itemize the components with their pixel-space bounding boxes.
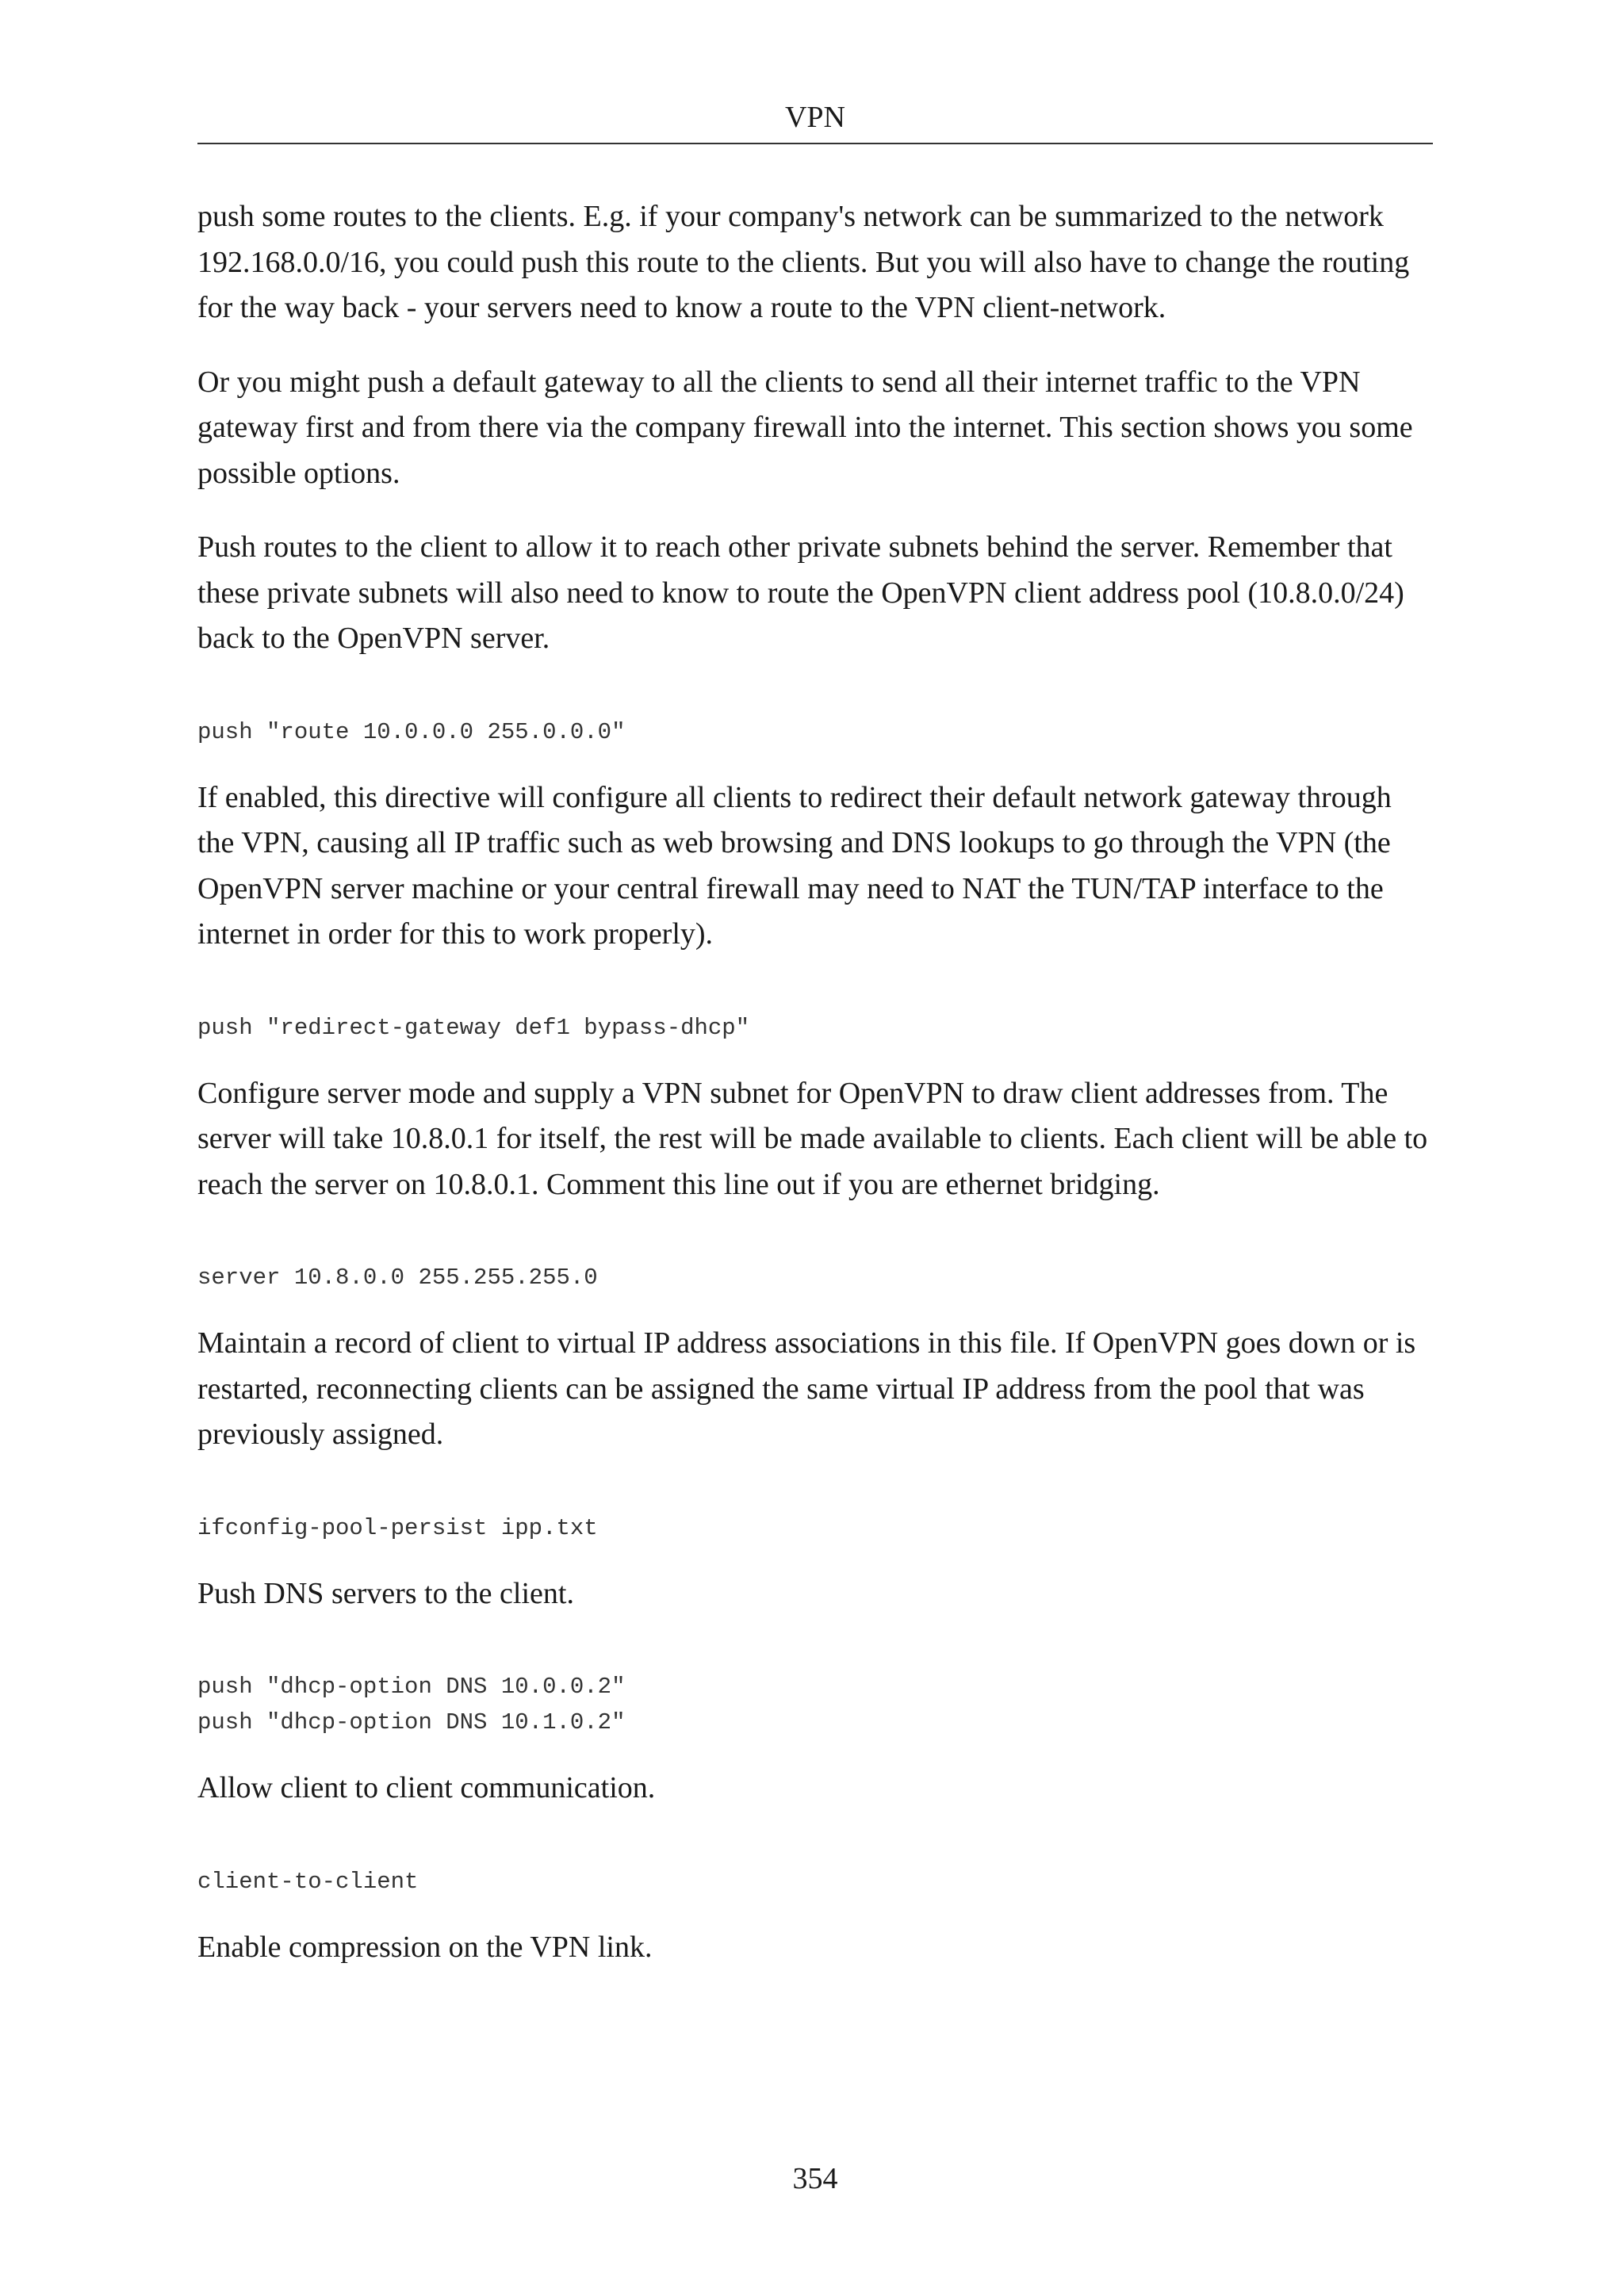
- code-server: [197, 1260, 1433, 1295]
- paragraph-server-mode: Configure server mode and supply a VPN subnet for OpenVPN to draw client addresses from. The server will take 10.8.0.1 for itself, the rest will be made available to clients. Each client will be able to reach the server on 10.8.0.1. Comment this line out if you are ethernet bridging.: [197, 1076, 1428, 1201]
- code-ifconfig-pool-persist: [197, 1510, 1433, 1546]
- header-rule: [197, 143, 1433, 144]
- code-line: ifconfig-pool-persist ipp.txt: [197, 1514, 598, 1541]
- paragraph-default-gateway: Or you might push a default gateway to all the clients to send all their internet traffic to the VPN gateway first and from there via the company firewall into the internet. This section shows you some possible options.: [197, 365, 1413, 490]
- paragraph-client-to-client: Allow client to client communication.: [197, 1771, 656, 1804]
- code-push-route: [197, 714, 1433, 750]
- paragraph-routes: push some routes to the clients. E.g. if your company's network can be summarized to the network 192.168.0.0/16, you could push this route to the clients. But you will also have to change the routing for the way back - your servers need to know a route to the VPN client-network.: [197, 200, 1410, 324]
- code-line: client-to-client: [197, 1868, 419, 1895]
- paragraph-dns: Push DNS servers to the client.: [197, 1576, 574, 1610]
- code-line: push "dhcp-option DNS 10.1.0.2": [197, 1709, 626, 1735]
- code-line: push "redirect-gateway def1 bypass-dhcp": [197, 1014, 750, 1041]
- paragraph-pool-persist: Maintain a record of client to virtual IP address associations in this file. If OpenVPN goes down or is restarted, reconnecting clients can be assigned the same virtual IP address from the pool that was previously assigned.: [197, 1326, 1416, 1451]
- code-redirect-gateway: [197, 1010, 1433, 1046]
- code-line: push "dhcp-option DNS 10.0.0.2": [197, 1674, 626, 1700]
- paragraph-redirect-gateway: If enabled, this directive will configure all clients to redirect their default network gateway through the VPN, causing all IP traffic such as web browsing and DNS lookups to go through the VPN (the OpenVPN server machine or your central firewall may need to NAT the TUN/TAP interface to the internet in order for this to work properly).: [197, 780, 1392, 951]
- page-number: 354: [792, 2162, 838, 2195]
- paragraph-compression: Enable compression on the VPN link.: [197, 1930, 653, 1964]
- code-line: server 10.8.0.0 255.255.255.0: [197, 1265, 598, 1291]
- paragraph-push-routes: Push routes to the client to allow it to reach other private subnets behind the server. Remember that these private subnets will also need to know to route the OpenVPN client address pool (10.8.0.0/24) back to the OpenVPN server.: [197, 530, 1404, 655]
- page-body: [197, 194, 1433, 1970]
- running-header: VPN: [784, 101, 846, 134]
- code-client-to-client: [197, 1864, 1433, 1900]
- code-dhcp-option-dns: [197, 1669, 1433, 1740]
- code-line: push "route 10.0.0.0 255.0.0.0": [197, 718, 626, 745]
